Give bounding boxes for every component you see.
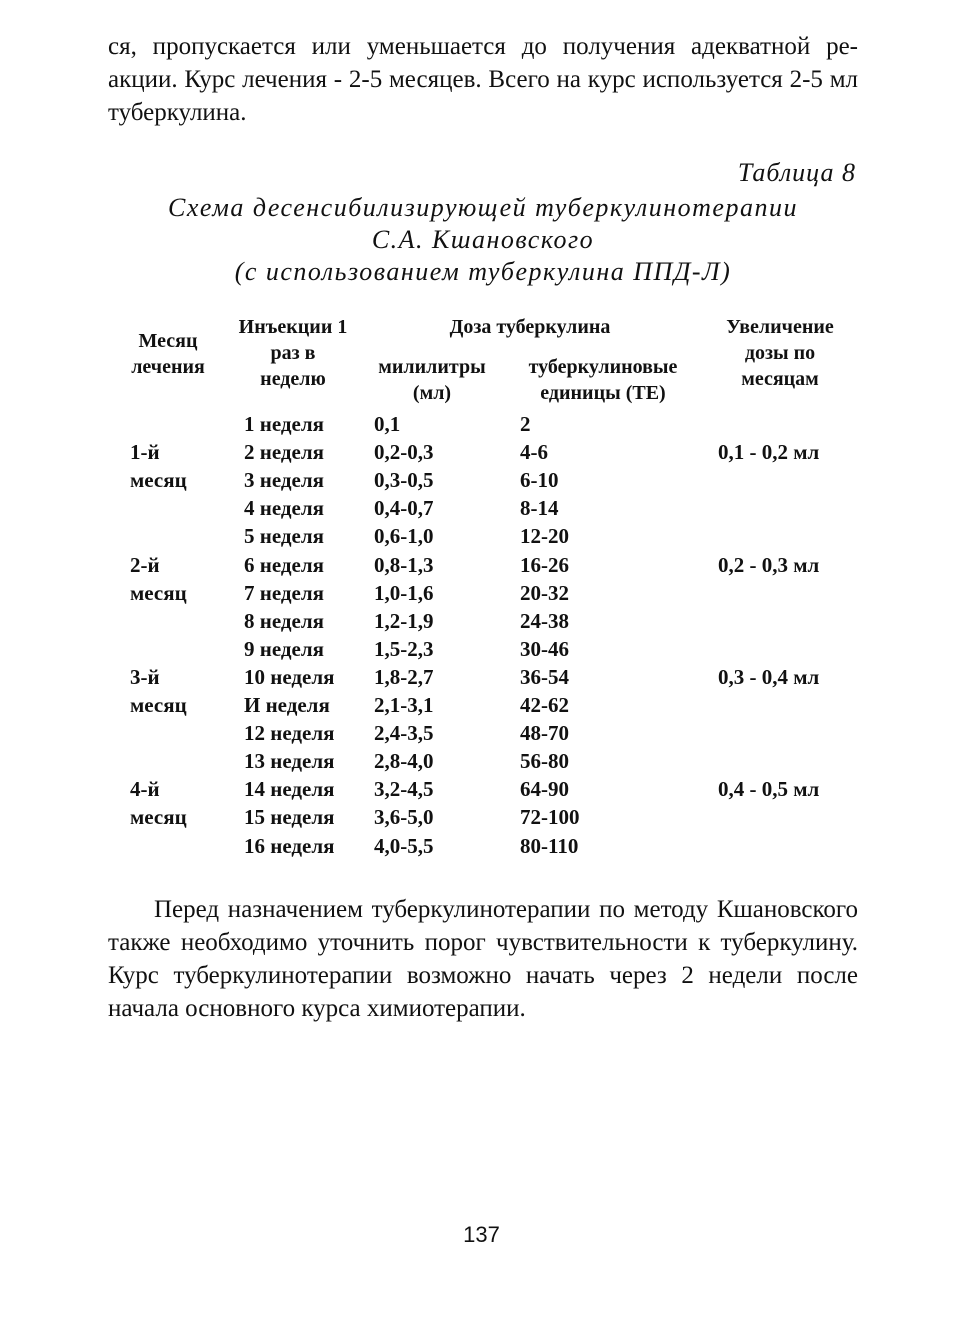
table-cell-ml: 0,3-0,5 (374, 468, 434, 492)
table-cell-month-word: месяц (130, 693, 187, 717)
table-caption-line-2: С.А. Кшановского (371, 225, 595, 254)
table-cell-ml: 1,0-1,6 (374, 581, 434, 605)
table-cell-week: 13 неделя (244, 749, 335, 773)
header-injections: Инъекции 1 раз в неделю (238, 316, 348, 390)
table-cell-te: 8-14 (520, 496, 559, 520)
table-cell-te: 2 (520, 412, 531, 436)
table-cell-te: 64-90 (520, 777, 569, 801)
table-cell-month-number: 4-й (130, 777, 160, 801)
table-cell-week: 9 неделя (244, 637, 324, 661)
header-ml: милилитры (мл) (378, 356, 486, 404)
table-cell-te: 56-80 (520, 749, 569, 773)
table-cell-te: 12-20 (520, 524, 569, 548)
table-cell-ml: 3,6-5,0 (374, 805, 434, 829)
table-cell-week: 14 неделя (244, 777, 335, 801)
table-caption-line-3: (с использованием туберкулина ППД-Л) (234, 257, 732, 286)
page-number: 137 (463, 1222, 500, 1247)
table-cell-week: 4 неделя (244, 496, 324, 520)
table-cell-ml: 2,4-3,5 (374, 721, 434, 745)
table-cell-month-number: 3-й (130, 665, 160, 689)
table-cell-week: 1 неделя (244, 412, 324, 436)
table-cell-week: 5 неделя (244, 524, 324, 548)
table-cell-month-number: 1-й (130, 440, 160, 464)
table-cell-te: 20-32 (520, 581, 569, 605)
bottom-paragraph: Перед назначением туберкулинотерапии по методу Кшановского также необходимо уточнить порог чувствительности к туберкулину. Курс туберкулинотерапии возможно начать через 2 недели после начала основного курса химиотерапии. (108, 896, 858, 1022)
table-cell-ml: 2,8-4,0 (374, 749, 434, 773)
header-increase: Увеличение дозы по месяцам (726, 316, 834, 390)
table-cell-week: 12 неделя (244, 721, 335, 745)
table-cell-te: 30-46 (520, 637, 569, 661)
table-cell-te: 24-38 (520, 609, 569, 633)
header-te: туберкулиновые единицы (ТЕ) (528, 356, 678, 404)
table-cell-ml: 1,5-2,3 (374, 637, 434, 661)
table-caption-line-1: Схема десенсибилизирующей туберкулинотерапии (168, 193, 798, 222)
table-cell-ml: 1,8-2,7 (374, 665, 434, 689)
header-month: Месяц лечения (131, 330, 205, 378)
table-cell-month-word: месяц (130, 805, 187, 829)
table-cell-ml: 2,1-3,1 (374, 693, 434, 717)
table-cell-week: 6 неделя (244, 553, 324, 577)
table-label: Таблица 8 (737, 158, 856, 187)
table-cell-ml: 0,4-0,7 (374, 496, 434, 520)
table-cell-increase: 0,4 - 0,5 мл (718, 777, 820, 801)
table-cell-te: 4-6 (520, 440, 548, 464)
table-cell-increase: 0,2 - 0,3 мл (718, 553, 820, 577)
table-cell-week: 15 неделя (244, 805, 335, 829)
table-cell-month-number: 2-й (130, 553, 160, 577)
table-cell-week: 2 неделя (244, 440, 324, 464)
table-cell-week: 16 неделя (244, 834, 335, 858)
table-cell-month-word: месяц (130, 581, 187, 605)
table-cell-te: 80-110 (520, 834, 579, 858)
table-cell-te: 42-62 (520, 693, 569, 717)
table-cell-increase: 0,1 - 0,2 мл (718, 440, 820, 464)
table-cell-te: 36-54 (520, 665, 569, 689)
table-cell-te: 48-70 (520, 721, 569, 745)
table-cell-week: 3 неделя (244, 468, 324, 492)
table-cell-week: 8 неделя (244, 609, 324, 633)
top-paragraph: ся, пропускается или уменьшается до получения адекватной ре-акции. Курс лечения - 2-5 месяцев. Всего на курс используется 2-5 мл туберкулина. (108, 33, 858, 126)
table-cell-te: 72-100 (520, 805, 580, 829)
table-cell-ml: 0,1 (374, 412, 401, 436)
table-cell-ml: 4,0-5,5 (374, 834, 434, 858)
table-cell-increase: 0,3 - 0,4 мл (718, 665, 820, 689)
table-cell-te: 6-10 (520, 468, 559, 492)
table-cell-week: 7 неделя (244, 581, 324, 605)
table-cell-ml: 0,6-1,0 (374, 524, 434, 548)
table-cell-month-word: месяц (130, 468, 187, 492)
table-cell-ml: 3,2-4,5 (374, 777, 434, 801)
table-cell-ml: 1,2-1,9 (374, 609, 434, 633)
table-cell-week: 10 неделя (244, 665, 335, 689)
table-cell-ml: 0,2-0,3 (374, 440, 434, 464)
table-cell-te: 16-26 (520, 553, 569, 577)
table-cell-week: И неделя (244, 693, 330, 717)
header-dose: Доза туберкулина (449, 316, 611, 338)
table-cell-ml: 0,8-1,3 (374, 553, 434, 577)
